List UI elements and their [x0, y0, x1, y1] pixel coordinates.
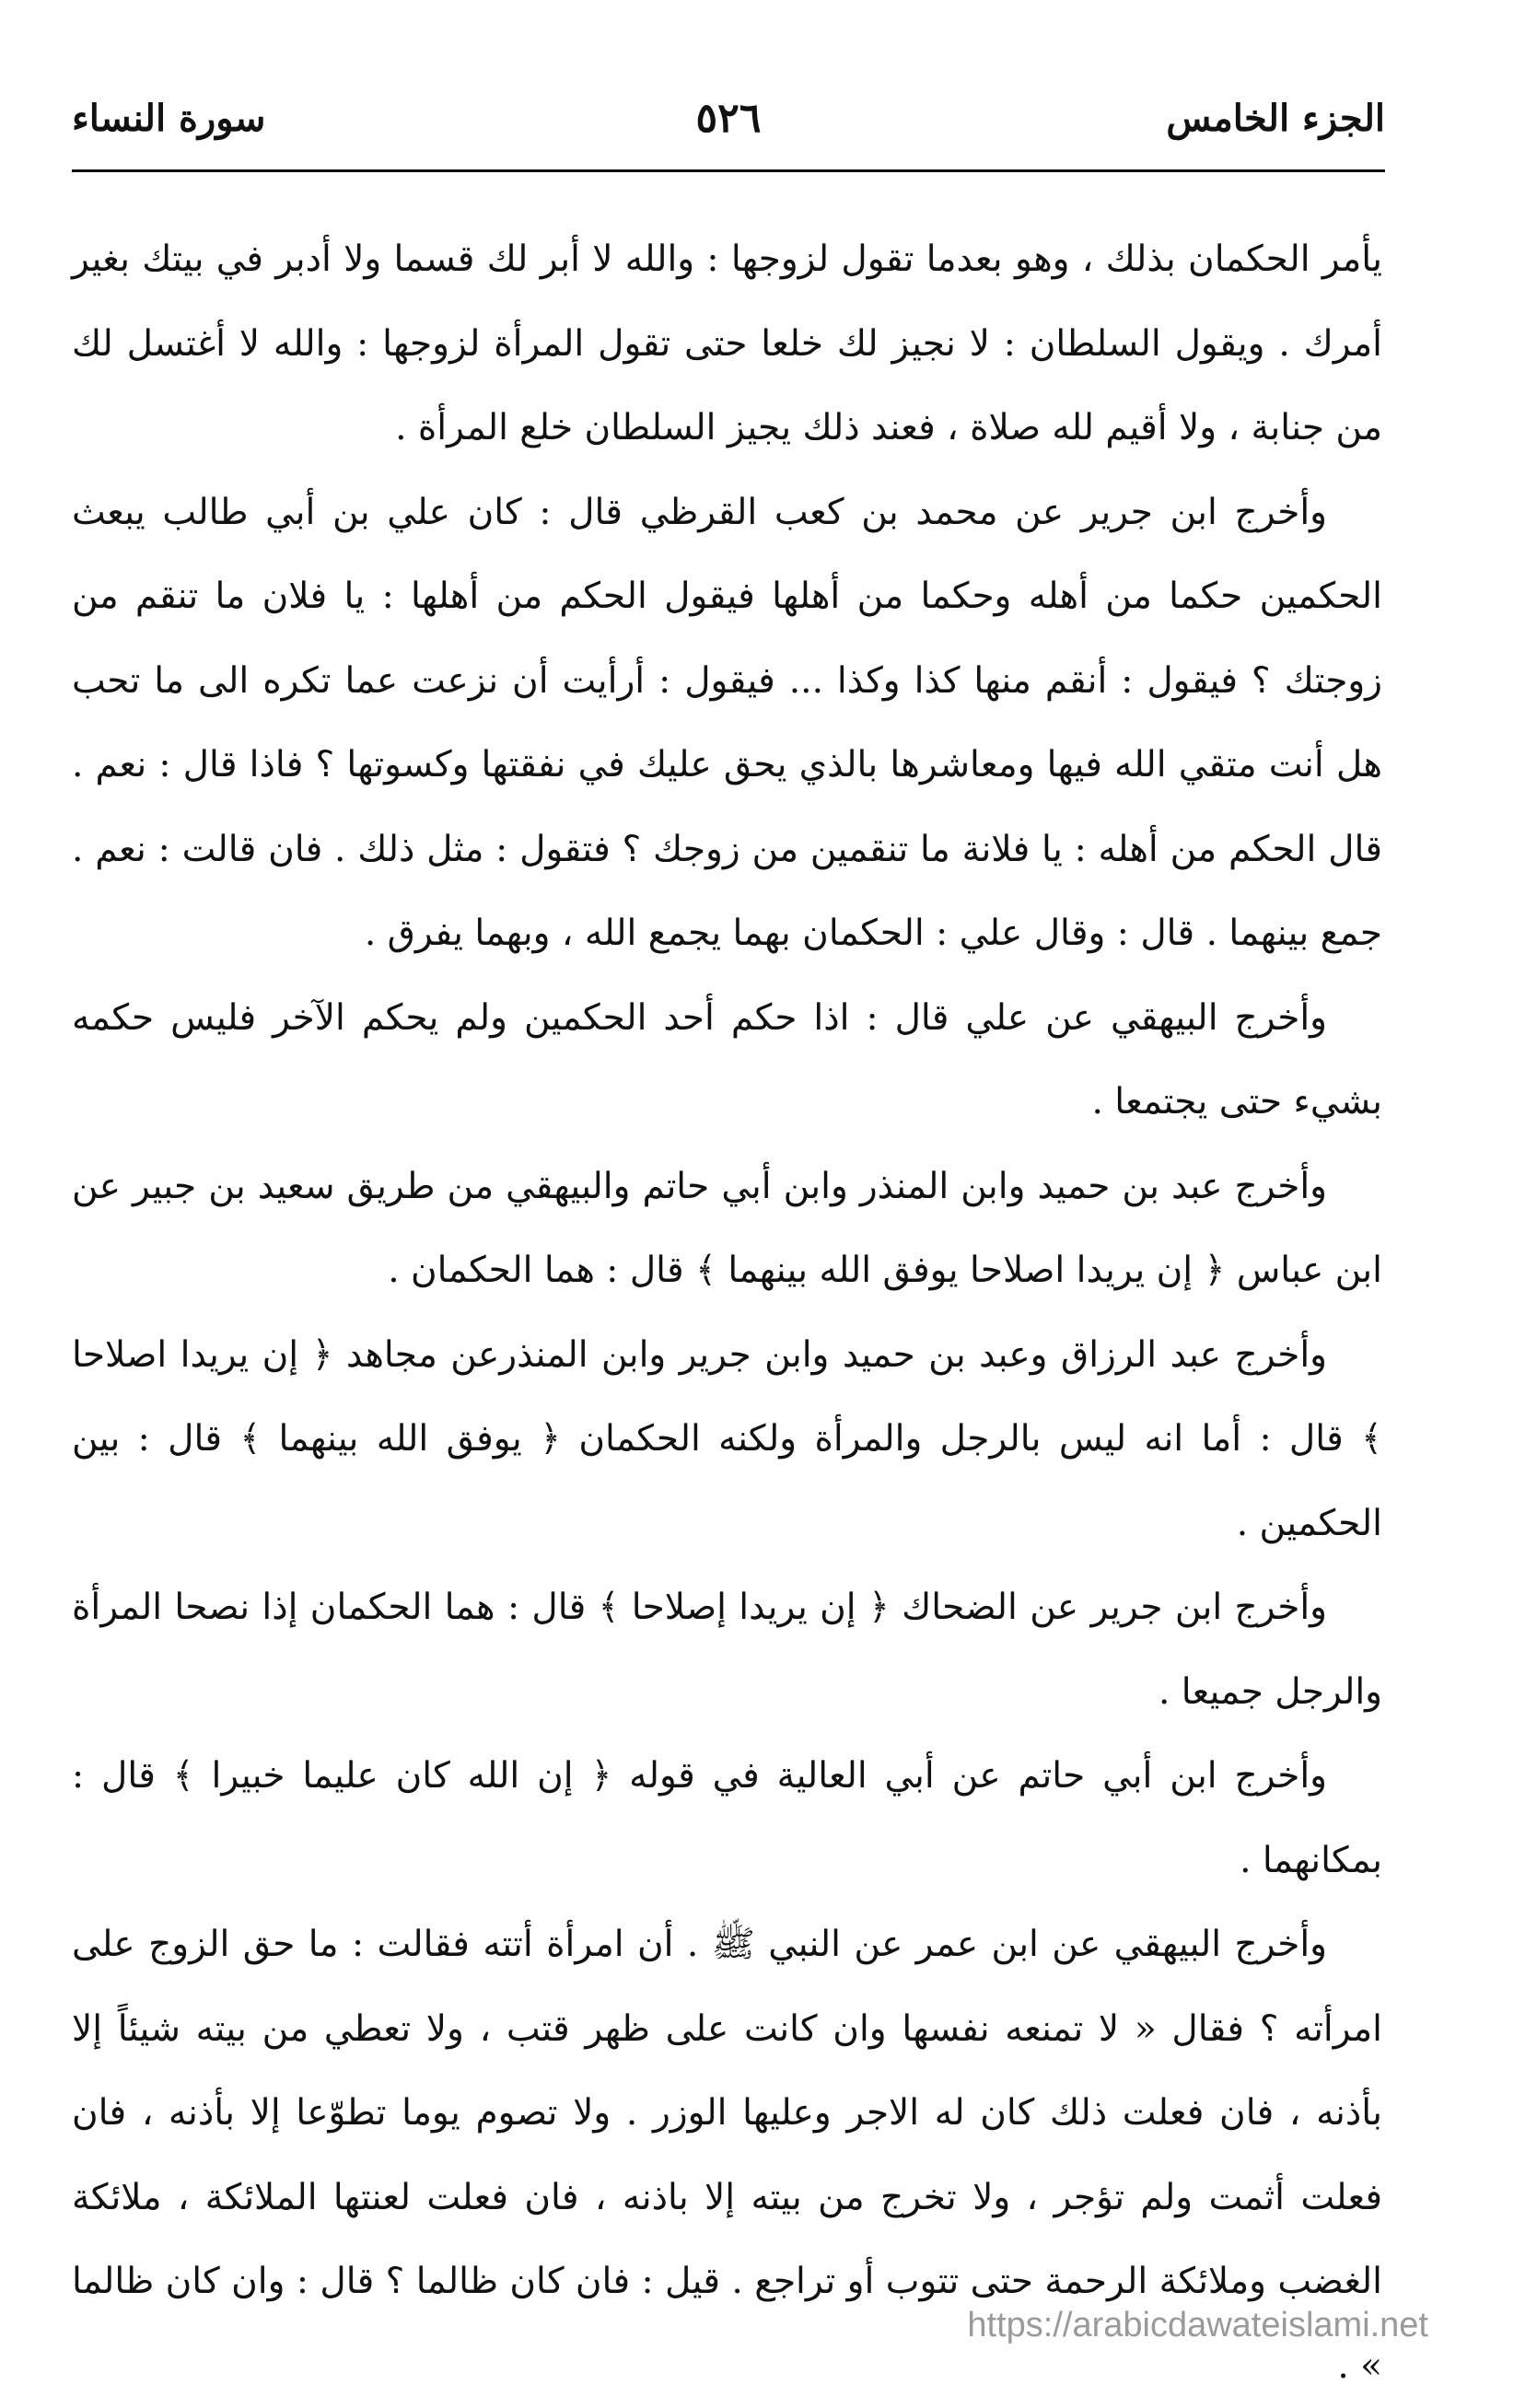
paragraph: وأخرج البيهقي عن ابن عمر عن النبي ﷺ . أن امرأة أتته فقالت : ما حق الزوج على امرأته ؟ فقال « لا تمنعه نفسها وان كانت على ظهر قتب ، ولا تعطي من بيته شيئاً إلا بأذنه ، فان فعلت ذلك كان له الاجر وعليها الوزر . ولا تصوم يوما تطوّعا إلا بأذنه ، فان فعلت أثمت ولم تؤجر ، ولا تخرج من بيته إلا باذنه ، فان فعلت لعنتها الملائكة ، ملائكة الغضب وملائكة الرحمة حتى تتوب أو تراجع . قيل : فان كان ظالما ؟ قال : وان كان ظالما » . [72, 1924, 1382, 2387]
paragraph: وأخرج عبد بن حميد وابن المنذر وابن أبي حاتم والبيهقي من طريق سعيد بن جبير عن ابن عباس ﴿ إن يريدا اصلاحا يوفق الله بينهما ﴾ قال : هما الحكمان . [72, 1165, 1382, 1291]
part-label: الجزء الخامس [1166, 96, 1385, 140]
page-number: ٥٢٦ [695, 94, 762, 142]
paragraph: وأخرج ابن جرير عن محمد بن كعب القرظي قال : كان علي بن أبي طالب يبعث الحكمين حكما من أهله وحكما من أهلها فيقول الحكم من أهلها : يا فلان ما تنقم من زوجتك ؟ فيقول : أنقم منها كذا وكذا ... فيقول : أرأيت أن نزعت عما تكره الى ما تحب هل أنت متقي الله فيها ومعاشرها بالذي يحق عليك في نفقتها وكسوتها ؟ فاذا قال : نعم . قال الحكم من أهله : يا فلانة ما تنقمين من زوجك ؟ فتقول : مثل ذلك . فان قالت : نعم . جمع بينهما . قال : وقال علي : الحكمان بهما يجمع الله ، وبهما يفرق . [72, 491, 1382, 954]
paragraph: يأمر الحكمان بذلك ، وهو بعدما تقول لزوجها : والله لا أبر لك قسما ولا أدبر في بيتك بغير أمرك . ويقول السلطان : لا نجيز لك خلعا حتى تقول المرأة لزوجها : والله لا أغتسل لك من جنابة ، ولا أقيم لله صلاة ، فعند ذلك يجيز السلطان خلع المرأة . [72, 238, 1382, 448]
paragraph: وأخرج عبد الرزاق وعبد بن حميد وابن جرير وابن المنذرعن مجاهد ﴿ إن يريدا اصلاحا ﴾ قال : أما انه ليس بالرجل والمرأة ولكنه الحكمان ﴿ يوفق الله بينهما ﴾ قال : بين الحكمين . [72, 1333, 1382, 1544]
watermark-url: https://arabicdawateislami.net [967, 2306, 1428, 2344]
page-header [72, 81, 1385, 155]
surah-label: سورة النساء [72, 96, 266, 140]
paragraph: وأخرج البيهقي عن علي قال : اذا حكم أحد الحكمين ولم يحكم الآخر فليس حكمه بشيء حتى يجتمعا . [72, 996, 1382, 1123]
page-body [72, 217, 1382, 2408]
paragraph: وأخرج ابن جرير عن الضحاك ﴿ إن يريدا إصلاحا ﴾ قال : هما الحكمان إذا نصحا المرأة والرجل جميعا . [72, 1587, 1382, 1713]
header-rule [72, 169, 1385, 172]
paragraph: وأخرج ابن أبي حاتم عن أبي العالية في قوله ﴿ إن الله كان عليما خبيرا ﴾ قال : بمكانهما . [72, 1755, 1382, 1881]
